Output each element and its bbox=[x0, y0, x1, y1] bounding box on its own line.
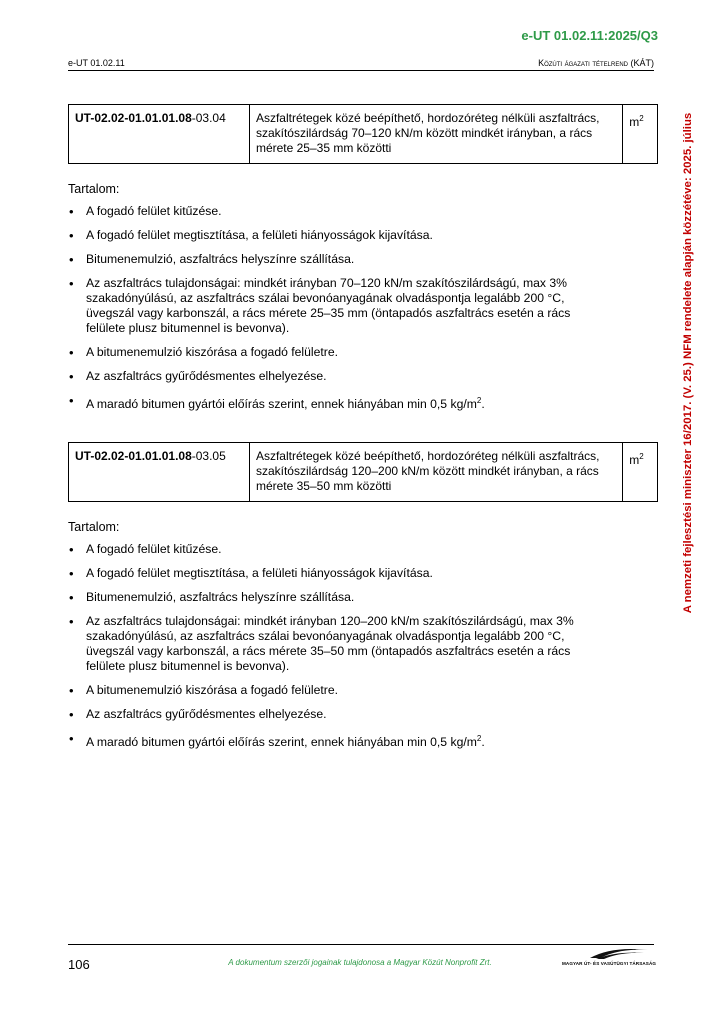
content-list-1 bbox=[68, 204, 658, 412]
item-block-2 bbox=[68, 442, 658, 759]
list-item: • A bitumenemulzió kiszórása a fogadó felületre. bbox=[68, 683, 586, 698]
list-item bbox=[68, 731, 586, 750]
list-item: • A fogadó felület kitűzése. bbox=[68, 204, 586, 219]
item-code-suffix: -03.05 bbox=[191, 449, 226, 463]
list-item-end: . bbox=[481, 735, 485, 750]
item-unit bbox=[623, 443, 658, 502]
side-note-text: A nemzeti fejlesztési miniszter 16/2017. (V. 25.) NFM rendelete alapján közzétéve: 2025. július bbox=[682, 112, 694, 614]
item-description: Aszfaltrétegek közé beépíthető, hordozóréteg nélküli aszfaltrács, szakítószilárdság 70–120 kN/m között mindkét irányban, a rács mérete 25–35 mm közötti bbox=[249, 105, 622, 164]
list-item-text: A maradó bitumen gyártói előírás szerint, ennek hiányában min 0,5 kg/m bbox=[86, 397, 477, 412]
society-logo bbox=[560, 946, 655, 970]
unit-exponent: 2 bbox=[639, 452, 644, 461]
item-code-cell bbox=[69, 105, 250, 164]
item-code-suffix: -03.04 bbox=[191, 111, 226, 125]
list-item: • Az aszfaltrács tulajdonságai: mindkét irányban 70–120 kN/m szakítószilárdságú, max 3% szakadónyúlású, az aszfaltrács szálai bevonóanyagának olvadáspontja legalább 200 °C, üvegszál vagy karbonszál, a rács mérete 25–35 mm (öntapadós aszfaltrács esetén a rács felülete plusz bitumennel is bevonva). bbox=[68, 276, 576, 336]
list-item: • A fogadó felület megtisztítása, a felületi hiányosságok kijavítása. bbox=[68, 566, 586, 581]
footer-rule bbox=[68, 944, 654, 945]
content-title: Tartalom: bbox=[68, 520, 120, 534]
item-unit bbox=[623, 105, 658, 164]
list-item: • A bitumenemulzió kiszórása a fogadó felületre. bbox=[68, 345, 586, 360]
header-rule bbox=[68, 70, 654, 71]
item-code-bold: UT-02.02-01.01.01.08 bbox=[75, 449, 192, 463]
copyright-notice: A dokumentum szerzői jogainak tulajdonosa a Magyar Közút Nonprofit Zrt. bbox=[228, 958, 492, 967]
unit-base: m bbox=[629, 453, 640, 467]
list-item-end: . bbox=[481, 397, 485, 412]
list-item: • A fogadó felület megtisztítása, a felületi hiányosságok kijavítása. bbox=[68, 228, 586, 243]
item-table-2 bbox=[68, 442, 658, 502]
page-number: 106 bbox=[68, 957, 90, 972]
list-item: • Az aszfaltrács gyűrődésmentes elhelyezése. bbox=[68, 707, 586, 722]
item-description: Aszfaltrétegek közé beépíthető, hordozóréteg nélküli aszfaltrács, szakítószilárdság 120–200 kN/m között mindkét irányban, a rács mérete 35–50 mm közötti bbox=[249, 443, 622, 502]
unit-exponent: 2 bbox=[476, 734, 482, 743]
header-left: e-UT 01.02.11 bbox=[68, 58, 125, 68]
unit-exponent: 2 bbox=[639, 114, 644, 123]
list-item-text: A maradó bitumen gyártói előírás szerint, ennek hiányában min 0,5 kg/m bbox=[86, 735, 477, 750]
item-code-cell bbox=[69, 443, 250, 502]
logo-text: MAGYAR ÚT- ÉS VASÚTÜGYI TÁRSASÁG bbox=[562, 961, 657, 966]
unit-base: m bbox=[629, 115, 640, 129]
list-item: • Bitumenemulzió, aszfaltrács helyszínre szállítása. bbox=[68, 252, 586, 267]
content-list-2 bbox=[68, 542, 658, 750]
list-item: • Bitumenemulzió, aszfaltrács helyszínre szállítása. bbox=[68, 590, 586, 605]
doc-code: e-UT 01.02.11:2025/Q3 bbox=[521, 28, 658, 43]
list-item: • Az aszfaltrács tulajdonságai: mindkét irányban 120–200 kN/m szakítószilárdságú, max 3% szakadónyúlású, az aszfaltrács szálai bevonóanyagának olvadáspontja legalább 200 °C, üvegszál vagy karbonszál, a rács mérete 35–50 mm (öntapadós aszfaltrács esetén a rács felülete plusz bitumennel is bevonva). bbox=[68, 614, 576, 674]
list-item: • A fogadó felület kitűzése. bbox=[68, 542, 586, 557]
item-block-1 bbox=[68, 104, 658, 421]
side-note bbox=[683, 96, 693, 630]
unit-exponent: 2 bbox=[476, 396, 482, 405]
list-item: • Az aszfaltrács gyűrődésmentes elhelyezése. bbox=[68, 369, 586, 384]
header-right: Közúti ágazati tételrend (KÁT) bbox=[538, 58, 654, 68]
content-title: Tartalom: bbox=[68, 182, 120, 196]
item-code-bold: UT-02.02-01.01.01.08 bbox=[75, 111, 192, 125]
list-item bbox=[68, 393, 586, 412]
item-table-1 bbox=[68, 104, 658, 164]
